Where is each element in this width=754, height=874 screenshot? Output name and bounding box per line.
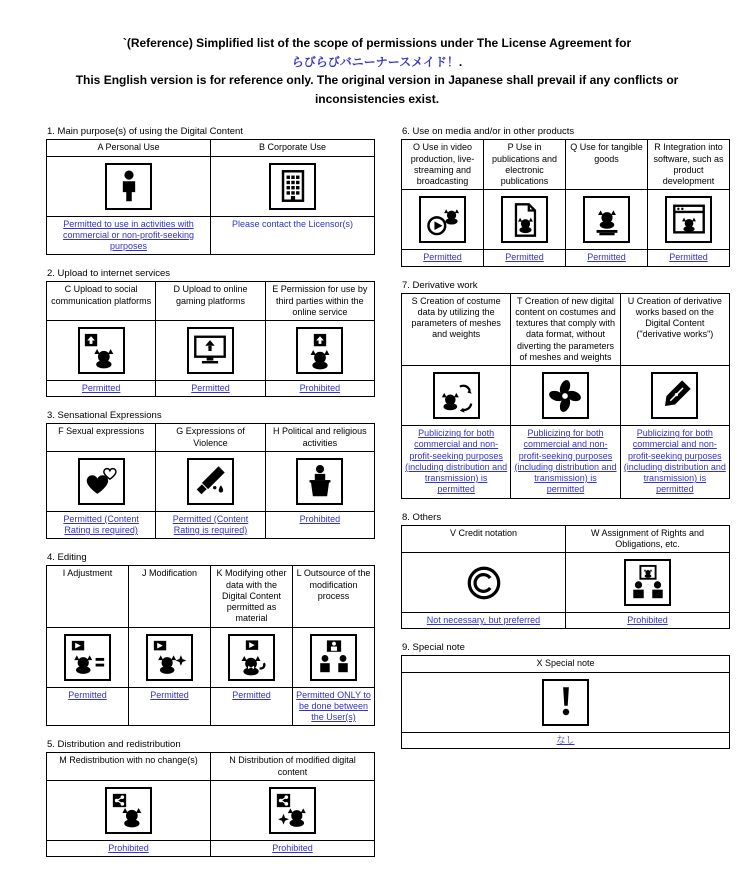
status-text[interactable]: Permitted to use in activities with commercial or non-profit-seeking purposes bbox=[47, 216, 211, 255]
status-text[interactable]: なし bbox=[402, 732, 730, 748]
status-text[interactable]: Permitted bbox=[484, 250, 566, 266]
item-header: G Expressions of Violence bbox=[156, 424, 265, 452]
outsource-icon bbox=[310, 634, 357, 681]
status-row bbox=[47, 511, 375, 539]
texture-creation-icon bbox=[542, 372, 589, 419]
icon-cell bbox=[620, 366, 729, 426]
status-row bbox=[402, 732, 730, 748]
software-window-icon bbox=[665, 196, 712, 243]
section-heading: 8. Others bbox=[402, 511, 442, 523]
icon-cell bbox=[47, 627, 129, 687]
item-header: E Permission for use by third parties within the online service bbox=[265, 282, 374, 321]
upload-social-icon bbox=[78, 327, 125, 374]
podium-icon bbox=[296, 458, 343, 505]
status-row bbox=[47, 216, 375, 255]
icon-cell bbox=[566, 553, 730, 613]
status-text[interactable]: Publicizing for both commercial and non-profit-seeking purposes (including distribution and transmission) is permitted bbox=[402, 426, 511, 499]
icon-cell bbox=[402, 672, 730, 732]
permission-table bbox=[46, 139, 375, 255]
status-text[interactable]: Permitted (Content Rating is required) bbox=[47, 511, 156, 539]
copyright-icon bbox=[460, 559, 507, 606]
item-header: T Creation of new digital content on costumes and textures that comply with data format, without diverting the parameters of meshes and weights bbox=[511, 293, 620, 366]
icon-row bbox=[402, 190, 730, 250]
header-row bbox=[47, 140, 375, 156]
status-row bbox=[47, 840, 375, 856]
upload-gaming-icon bbox=[187, 327, 234, 374]
permission-table bbox=[46, 281, 375, 397]
section-heading: 4. Editing bbox=[47, 552, 87, 564]
pen-icon bbox=[651, 372, 698, 419]
header-row bbox=[402, 140, 730, 190]
header-row bbox=[47, 753, 375, 781]
title-product-name: らびらびバニーナースメイド！ bbox=[291, 54, 459, 69]
icon-cell bbox=[566, 190, 648, 250]
section-2 bbox=[46, 268, 375, 397]
icon-cell bbox=[211, 156, 375, 216]
icon-cell bbox=[156, 451, 265, 511]
icon-cell bbox=[47, 451, 156, 511]
icon-row bbox=[47, 627, 375, 687]
status-text[interactable]: Permitted bbox=[129, 687, 211, 726]
tangible-goods-icon bbox=[583, 196, 630, 243]
status-text: Please contact the Licensor(s) bbox=[211, 216, 375, 255]
left-column bbox=[46, 126, 375, 870]
item-header: A Personal Use bbox=[47, 140, 211, 156]
item-header: H Political and religious activities bbox=[265, 424, 374, 452]
status-text[interactable]: Publicizing for both commercial and non-profit-seeking purposes (including distribution and transmission) is permitted bbox=[511, 426, 620, 499]
section-heading: 5. Distribution and redistribution bbox=[47, 739, 181, 751]
item-header: U Creation of derivative works based on the Digital Content ("derivative works") bbox=[620, 293, 729, 366]
item-header: K Modifying other data with the Digital Content permitted as material bbox=[211, 566, 293, 627]
publication-icon bbox=[501, 196, 548, 243]
header-row bbox=[402, 525, 730, 553]
item-header: R Integration into software, such as product development bbox=[648, 140, 730, 190]
section-8 bbox=[401, 512, 730, 630]
title-line3: This English version is for reference only. The original version in Japanese shall prevail if any conflicts or inconsistencies exist. bbox=[75, 73, 679, 106]
material-edit-icon bbox=[228, 634, 275, 681]
icon-row bbox=[47, 156, 375, 216]
content-columns bbox=[46, 126, 730, 870]
status-row bbox=[402, 250, 730, 266]
status-text[interactable]: Permitted bbox=[47, 687, 129, 726]
header-row bbox=[402, 656, 730, 672]
item-header: D Upload to online gaming platforms bbox=[156, 282, 265, 321]
building-icon bbox=[269, 163, 316, 210]
icon-cell bbox=[402, 553, 566, 613]
status-row bbox=[402, 426, 730, 499]
section-heading: 2. Upload to internet services bbox=[47, 268, 171, 280]
icon-cell bbox=[484, 190, 566, 250]
item-header: P Use in publications and electronic publications bbox=[484, 140, 566, 190]
status-text[interactable]: Not necessary, but preferred bbox=[402, 613, 566, 629]
video-play-icon bbox=[419, 196, 466, 243]
icon-cell bbox=[47, 156, 211, 216]
icon-cell bbox=[211, 627, 293, 687]
title-line2-suffix: . bbox=[458, 54, 463, 69]
icon-row bbox=[402, 366, 730, 426]
section-5 bbox=[46, 739, 375, 857]
permission-table bbox=[401, 293, 730, 499]
icon-cell bbox=[402, 366, 511, 426]
third-party-use-icon bbox=[296, 327, 343, 374]
permission-table bbox=[46, 565, 375, 726]
rights-assignment-icon bbox=[624, 559, 671, 606]
status-text[interactable]: Prohibited bbox=[566, 613, 730, 629]
icon-cell bbox=[265, 451, 374, 511]
status-text[interactable]: Permitted bbox=[211, 687, 293, 726]
section-4 bbox=[46, 552, 375, 726]
item-header: S Creation of costume data by utilizing the parameters of meshes and weights bbox=[402, 293, 511, 366]
title-line2 bbox=[40, 53, 714, 72]
icon-cell bbox=[156, 321, 265, 381]
icon-cell bbox=[648, 190, 730, 250]
status-text[interactable]: Publicizing for both commercial and non-profit-seeking purposes (including distribution and transmission) is permitted bbox=[620, 426, 729, 499]
icon-cell bbox=[47, 321, 156, 381]
item-header: N Distribution of modified digital content bbox=[211, 753, 375, 781]
header-row bbox=[47, 566, 375, 627]
status-text[interactable]: Permitted bbox=[402, 250, 484, 266]
status-text[interactable]: Permitted ONLY to be done between the User(s) bbox=[293, 687, 375, 726]
page-title bbox=[0, 0, 754, 108]
status-text[interactable]: Permitted bbox=[47, 381, 156, 397]
permission-table bbox=[401, 655, 730, 749]
permission-table bbox=[46, 752, 375, 857]
item-header: L Outsource of the modification process bbox=[293, 566, 375, 627]
section-3 bbox=[46, 410, 375, 539]
status-text[interactable]: Prohibited bbox=[47, 840, 211, 856]
status-row bbox=[402, 613, 730, 629]
status-text[interactable]: Prohibited bbox=[265, 511, 374, 539]
hearts-icon bbox=[78, 458, 125, 505]
item-header: F Sexual expressions bbox=[47, 424, 156, 452]
section-heading: 9. Special note bbox=[402, 642, 465, 654]
modification-icon bbox=[146, 634, 193, 681]
permission-table bbox=[46, 423, 375, 539]
icon-row bbox=[47, 780, 375, 840]
item-header: I Adjustment bbox=[47, 566, 129, 627]
section-6 bbox=[401, 126, 730, 266]
adjustment-icon bbox=[64, 634, 111, 681]
costume-data-icon bbox=[433, 372, 480, 419]
section-7 bbox=[401, 280, 730, 499]
icon-cell bbox=[129, 627, 211, 687]
header-row bbox=[402, 293, 730, 366]
status-text[interactable]: Permitted (Content Rating is required) bbox=[156, 511, 265, 539]
right-column bbox=[401, 126, 730, 762]
section-heading: 6. Use on media and/or in other products bbox=[402, 126, 575, 138]
permission-table bbox=[401, 525, 730, 630]
exclamation-icon bbox=[542, 679, 589, 726]
status-text[interactable]: Prohibited bbox=[211, 840, 375, 856]
item-header: W Assignment of Rights and Obligations, etc. bbox=[566, 525, 730, 553]
title-line1: `(Reference) Simplified list of the scope of permissions under The License Agreement for bbox=[122, 36, 632, 50]
knife-icon bbox=[187, 458, 234, 505]
status-text[interactable]: Permitted bbox=[156, 381, 265, 397]
icon-cell bbox=[402, 190, 484, 250]
item-header: B Corporate Use bbox=[211, 140, 375, 156]
modified-distribution-icon bbox=[269, 787, 316, 834]
item-header: C Upload to social communication platforms bbox=[47, 282, 156, 321]
icon-cell bbox=[211, 780, 375, 840]
icon-row bbox=[402, 553, 730, 613]
status-text[interactable]: Permitted bbox=[566, 250, 648, 266]
icon-row bbox=[402, 672, 730, 732]
icon-cell bbox=[293, 627, 375, 687]
item-header: Q Use for tangible goods bbox=[566, 140, 648, 190]
item-header: O Use in video production, live-streaming and broadcasting bbox=[402, 140, 484, 190]
icon-cell bbox=[511, 366, 620, 426]
status-row bbox=[47, 687, 375, 726]
section-heading: 3. Sensational Expressions bbox=[47, 410, 162, 422]
item-header: J Modification bbox=[129, 566, 211, 627]
section-heading: 1. Main purpose(s) of using the Digital Content bbox=[47, 126, 243, 138]
icon-cell bbox=[47, 780, 211, 840]
person-icon bbox=[105, 163, 152, 210]
header-row bbox=[47, 282, 375, 321]
item-header: M Redistribution with no change(s) bbox=[47, 753, 211, 781]
icon-cell bbox=[265, 321, 374, 381]
icon-row bbox=[47, 451, 375, 511]
section-1 bbox=[46, 126, 375, 255]
header-row bbox=[47, 424, 375, 452]
section-9 bbox=[401, 642, 730, 749]
redistribution-icon bbox=[105, 787, 152, 834]
item-header: X Special note bbox=[402, 656, 730, 672]
status-text[interactable]: Permitted bbox=[648, 250, 730, 266]
section-heading: 7. Derivative work bbox=[402, 279, 478, 291]
icon-row bbox=[47, 321, 375, 381]
permission-table bbox=[401, 139, 730, 266]
status-text[interactable]: Prohibited bbox=[265, 381, 374, 397]
status-row bbox=[47, 381, 375, 397]
item-header: V Credit notation bbox=[402, 525, 566, 553]
